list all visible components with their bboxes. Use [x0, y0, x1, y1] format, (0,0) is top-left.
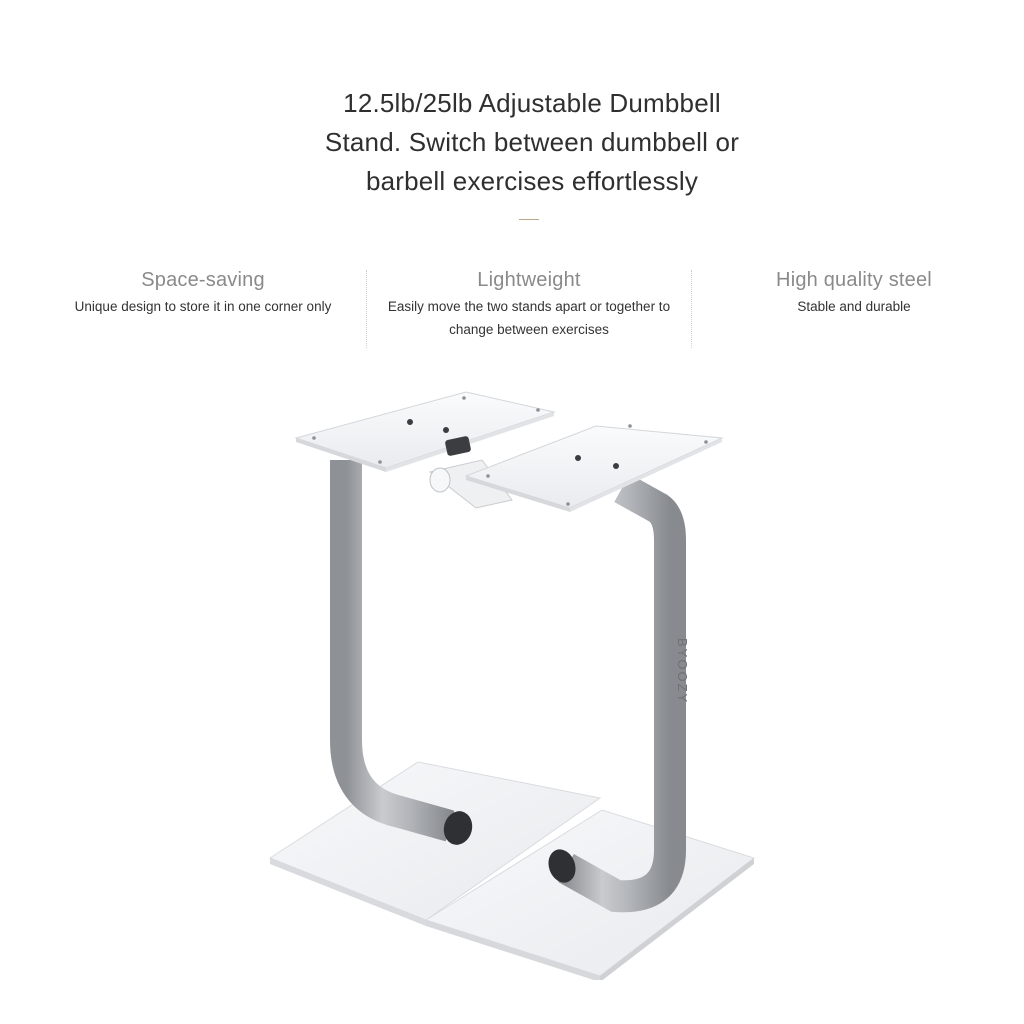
headline [212, 84, 852, 201]
feature-title: Lightweight [477, 269, 581, 291]
feature-space-saving [40, 266, 366, 318]
feature-desc-line: Stable and durable [797, 299, 911, 314]
feature-separator [691, 270, 692, 348]
feature-high-quality-steel [704, 266, 1004, 318]
accent-divider [519, 219, 539, 220]
feature-description [704, 295, 1004, 318]
feature-description [40, 295, 366, 318]
feature-separator [366, 270, 367, 348]
dumbbell-stand-image [250, 380, 770, 980]
brand-mark: BYOOZY [675, 638, 690, 705]
headline-line-3: barbell exercises effortlessly [365, 166, 699, 196]
feature-title: High quality steel [776, 269, 932, 291]
headline-line-1: 12.5lb/25lb Adjustable Dumbbell [343, 88, 721, 118]
headline-line-2: Stand. Switch between dumbbell or [324, 127, 740, 157]
feature-title: Space-saving [141, 269, 265, 291]
feature-lightweight [376, 266, 682, 341]
feature-list [40, 266, 1016, 350]
feature-desc-line: Easily move the two stands apart or together to [387, 299, 671, 314]
feature-desc-line: change between exercises [449, 322, 609, 337]
feature-desc-line: Unique design to store it in one corner only [74, 299, 332, 314]
feature-description [376, 295, 682, 341]
